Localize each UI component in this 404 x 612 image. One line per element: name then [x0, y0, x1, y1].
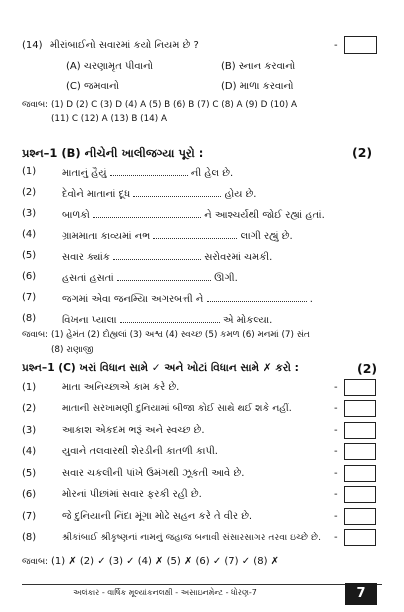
answer-box[interactable]: [344, 422, 376, 439]
true-false-row: (7) જે દુનિયાની નિંદા મૂંગા મોઢે સહન કરે તે વીર છે. -: [0, 511, 404, 533]
worksheet-page: (14) મીરાંબાઈનો સવારમાં કયો નિયમ છે ? - (A) ચરણામૃત પીવાનો (B) સ્નાન કરવાનો (C) જમવાનો (D) માળા કરવાનો જવાબ: (1) D (2) C (3) D (4) A (5) B (6) B (7) C (8) A (9) D (10) A (11) C (12) A (13) B (14) A પ્રશ્ન–1 (B) નીચેની ખાલીજગ્યા પૂરો : (2) (1) માતાનું હૈયું ની હેલ છે. (2) દેવોને માતાનાં દૂધ હોય છે. (3) બાળકો ને આશ્ચર્યથી જોઈ રહ્યાં હતાં. (4) ગ્રામમાતા કાવ્યમાં નભ લાગી રહ્યું છે. (5) સવાર ક્યાંક સરોવરમાં ચમકી. (6) હસતાં હસતાં ઊગી. (7) જગમાં એવા જનમ્યિા અગરબત્તી ને . (8) વિખના પ્યાલા એ મોકલ્યા. જવાબ: (1) હેમંત (2) દોહ્યલાં (3) અશ્વ (4) સ્વચ્છ (5) કમળ (6) મનમાં (7) સંત (8) રાણાજી પ્રશ્ન–1 (C) ખરાં વિધાન સામે ✓ અને ખોટાં વિધાન સામે ✗ કરો : (2) (1) માતા અનિચ્છાએ કામ કરે છે. - (2) માતાની સરખામણી દુનિયામાં બીજા કોઈ સાથે થઈ શકે નહીં. - (3) આકાશ એકદમ ભરૂં અને સ્વચ્છ છે. - (4) યુવાને તલવારથી શેરડીની કાતળી કાપી. - (5) સવાર ચકલીની પાંખે ઉમંગથી ઝૂકતી આવે છે. - (6) મોરનાં પીછાંમાં સવાર ફરકી રહી છે. - (7) જે દુનિયાની નિંદા મૂંગા મોઢે સહન કરે તે વીર છે. - (8) શ્રીકાંબાઈ શ્રીકૃષ્ણનાં નામનું જહાજ બનાવી સંસારસાગર તરવા ઇચ્છે છે. - જવાબ: (1) ✗ (2) ✓ (3) ✓ (4) ✗ (5) ✗ (6) ✓ (7) ✓ (8) ✗ અલંકાર - વાર્ષિક મૂલ્યાંકનલક્ષી - અસાઇનમેન્ટ - ધોરણ-7 7: [0, 0, 404, 612]
section-b-title: પ્રશ્ન–1 (B) નીચેની ખાલીજગ્યા પૂરો :: [22, 146, 204, 160]
section-c-answers: (1) ✗ (2) ✓ (3) ✓ (4) ✗ (5) ✗ (6) ✓ (7) ✓ (8) ✗: [51, 556, 280, 567]
answer-box[interactable]: [344, 529, 376, 546]
q14-question: મીરાંબાઈનો સવારમાં કયો નિયમ છે ?: [50, 40, 199, 51]
q14-option-b: (B) સ્નાન કરવાનો: [221, 61, 296, 72]
q14-option-c: (C) જમવાનો: [66, 81, 120, 92]
blank-line[interactable]: [117, 271, 211, 281]
q14-option-a: (A) ચરણામૃત પીવાનો: [66, 61, 154, 72]
section-b-marks: (2): [352, 145, 373, 160]
answer-label: જવાબ:: [22, 100, 48, 110]
section-c-title: પ્રશ્ન–1 (C) ખરાં વિધાન સામે ✓ અને ખોટાં વિધાન સામે ✗ કરો :: [22, 362, 299, 374]
section-c-marks: (2): [357, 361, 378, 376]
answer-box[interactable]: [344, 36, 377, 54]
answer-box[interactable]: [344, 508, 376, 525]
true-false-row: (8) શ્રીકાંબાઈ શ્રીકૃષ્ણનાં નામનું જહાજ બનાવી સંસારસાગર તરવા ઇચ્છે છે. -: [0, 532, 404, 554]
answer-box[interactable]: [344, 443, 376, 460]
q14-option-d: (D) માળા કરવાનો: [221, 81, 294, 92]
mcq-answers-line-2: (11) C (12) A (13) B (14) A: [51, 114, 168, 124]
dash: -: [334, 40, 338, 51]
blank-line[interactable]: [110, 166, 188, 176]
answer-label: જવાબ:: [22, 330, 48, 340]
answer-box[interactable]: [344, 400, 376, 417]
answer-box[interactable]: [344, 465, 376, 482]
mcq-answers-line-1: (1) D (2) C (3) D (4) A (5) B (6) B (7) C (8) A (9) D (10) A: [51, 100, 298, 110]
true-false-row: (6) મોરનાં પીછાંમાં સવાર ફરકી રહી છે. -: [0, 489, 404, 511]
answer-box[interactable]: [344, 486, 376, 503]
true-false-row: (1) માતા અનિચ્છાએ કામ કરે છે. -: [0, 382, 404, 404]
answer-label: જવાબ:: [22, 557, 48, 567]
section-b-answers-line-2: (8) રાણાજી: [51, 345, 94, 355]
true-false-row: (5) સવાર ચકલીની પાંખે ઉમંગથી ઝૂકતી આવે છે. -: [0, 468, 404, 490]
blank-line[interactable]: [207, 292, 307, 302]
true-false-row: (4) યુવાને તલવારથી શેરડીની કાતળી કાપી. -: [0, 446, 404, 468]
blank-line[interactable]: [113, 250, 201, 260]
q14-number: (14): [22, 40, 43, 51]
blank-line[interactable]: [120, 313, 220, 323]
blank-line[interactable]: [153, 229, 237, 239]
footer-divider: [22, 584, 382, 585]
blank-line[interactable]: [93, 208, 201, 218]
footer-text: અલંકાર - વાર્ષિક મૂલ્યાંકનલક્ષી - અસાઇનમેન્ટ - ધોરણ-7: [73, 588, 257, 597]
answer-box[interactable]: [344, 379, 376, 396]
true-false-row: (3) આકાશ એકદમ ભરૂં અને સ્વચ્છ છે. -: [0, 425, 404, 447]
page-number: 7: [345, 583, 377, 605]
blank-line[interactable]: [133, 187, 221, 197]
true-false-row: (2) માતાની સરખામણી દુનિયામાં બીજા કોઈ સાથે થઈ શકે નહીં. -: [0, 403, 404, 425]
section-b-answers-line-1: (1) હેમંત (2) દોહ્યલાં (3) અશ્વ (4) સ્વચ્છ (5) કમળ (6) મનમાં (7) સંત: [51, 330, 310, 340]
